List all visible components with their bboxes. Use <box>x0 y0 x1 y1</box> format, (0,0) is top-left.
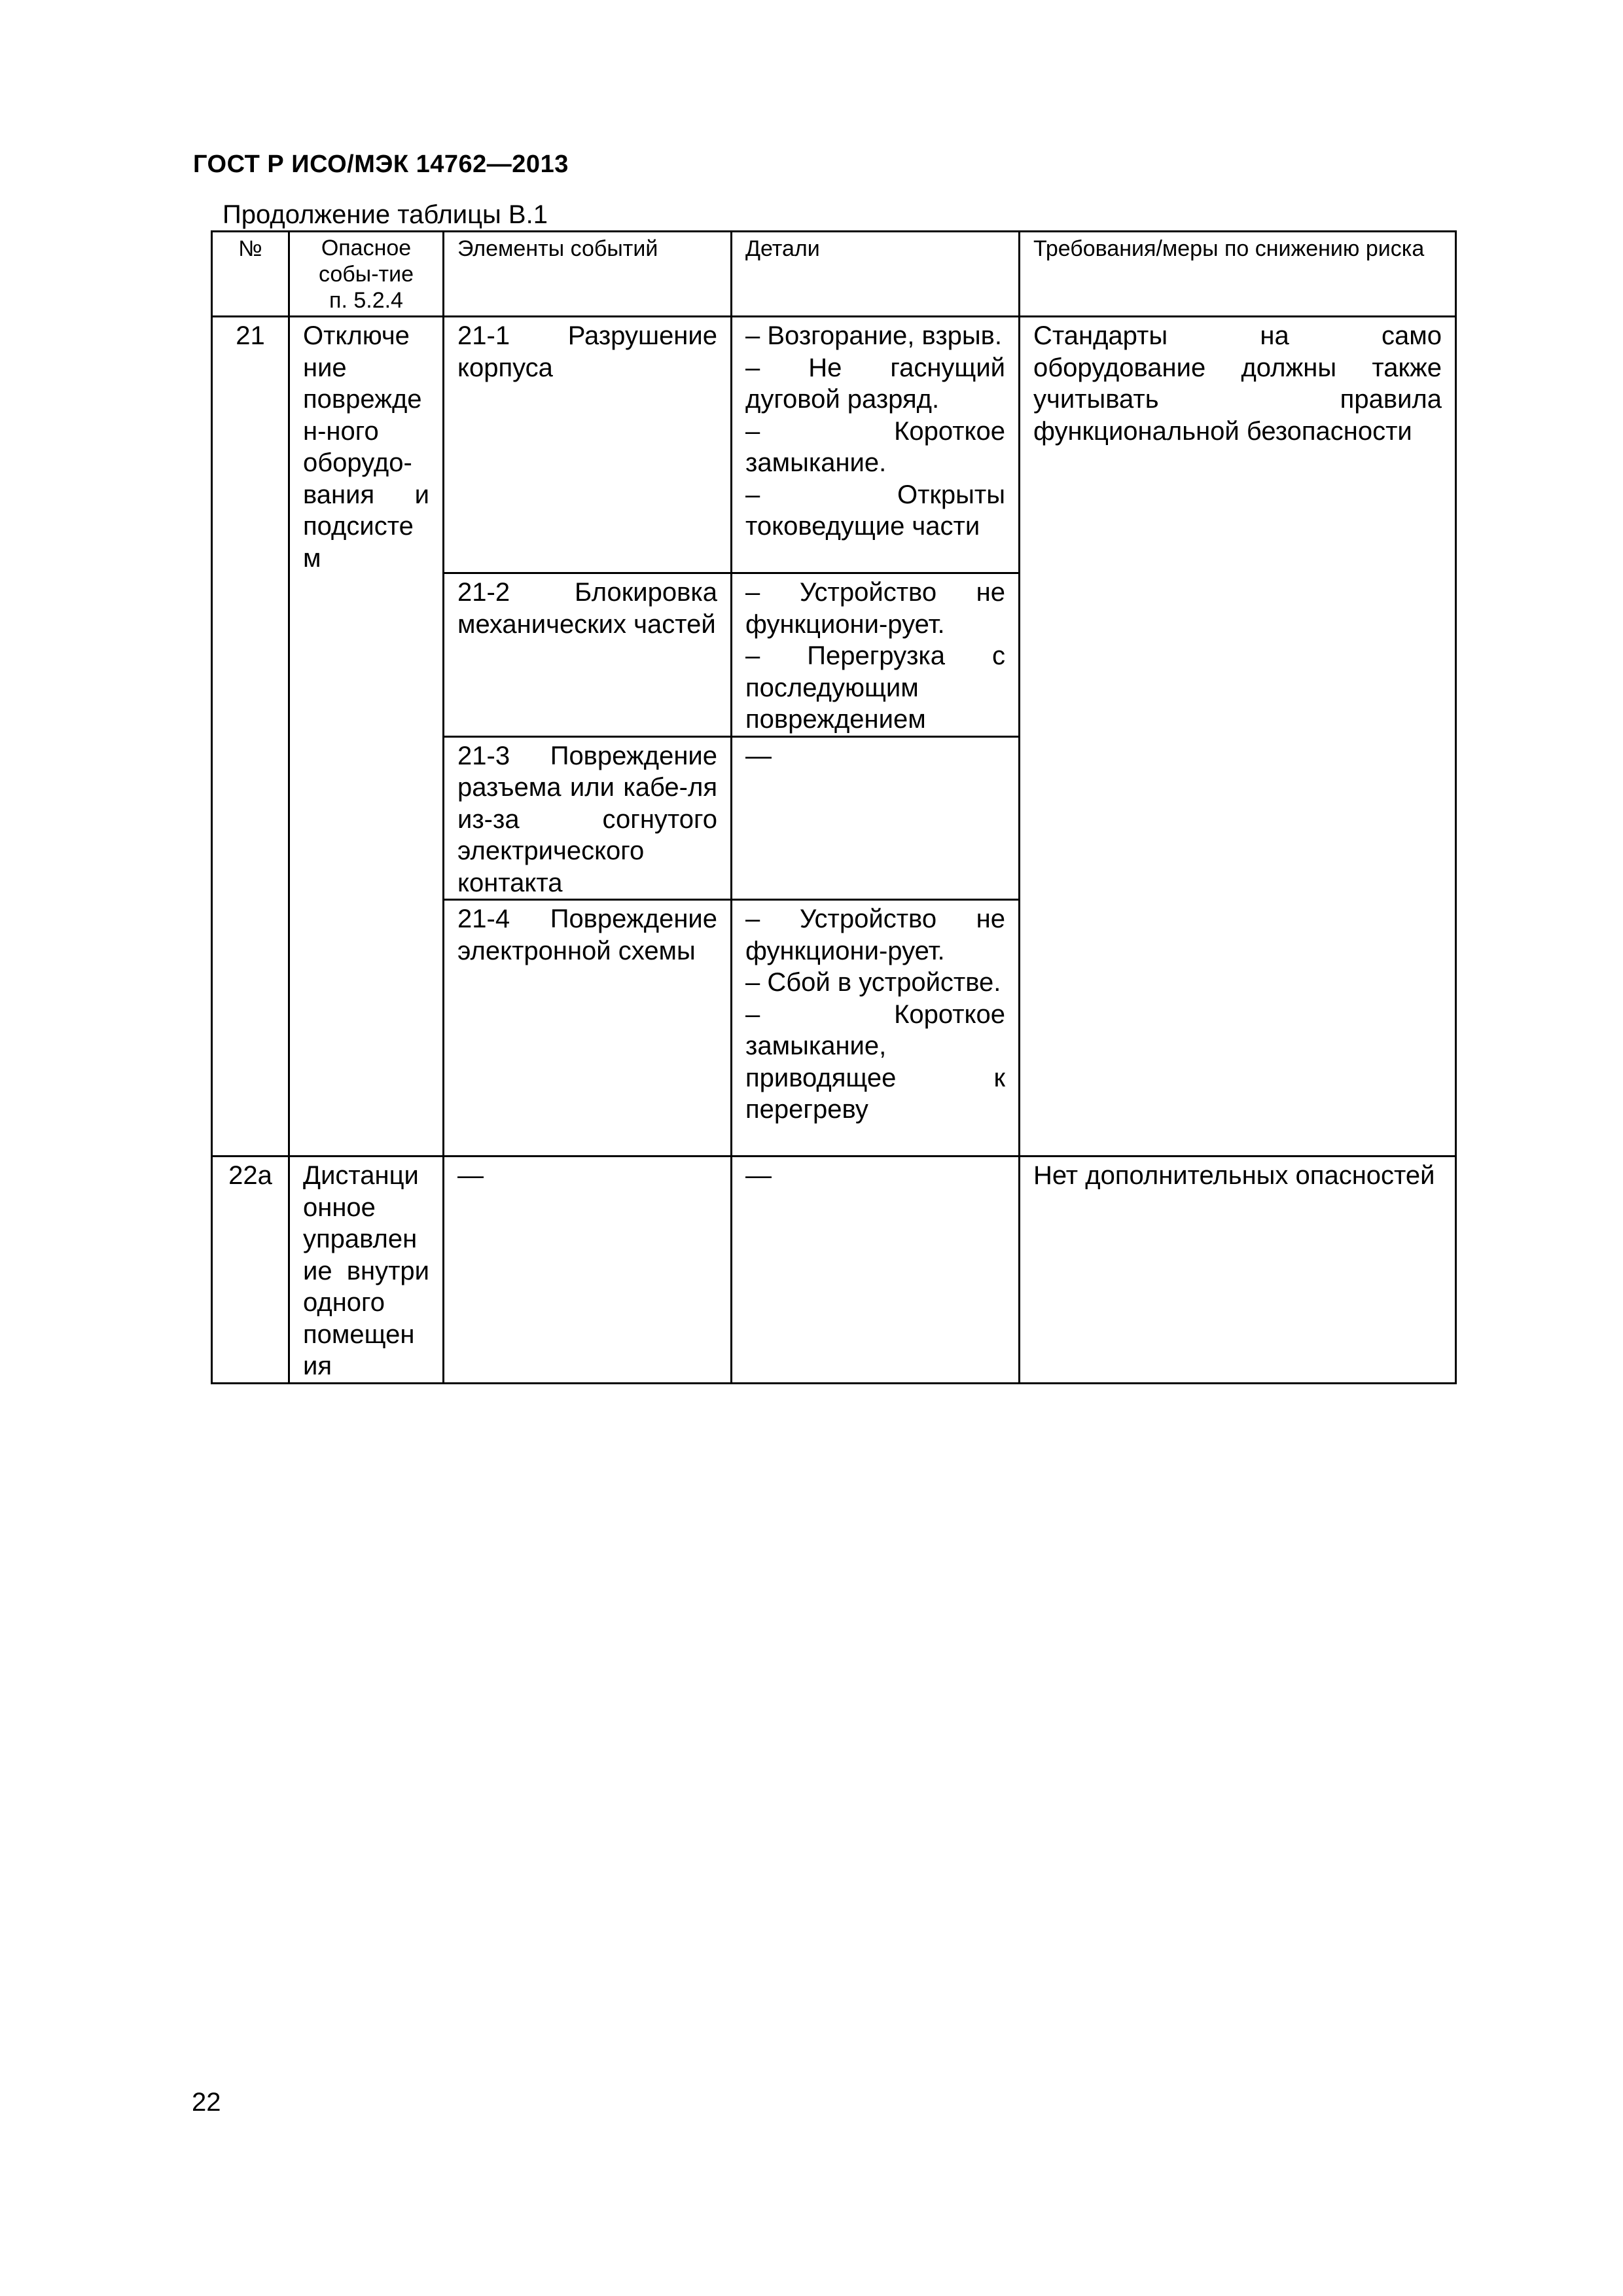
header-hazard-event-line2: собы-тие <box>319 262 414 287</box>
detail-item: – Короткое замыкание, приводящее к перегреву <box>745 999 1005 1124</box>
header-event-elements: Элементы событий <box>444 232 732 317</box>
event-element-21-4: 21-4 Повреждение электронной схемы <box>444 900 732 1157</box>
header-requirements: Требования/меры по снижению риска <box>1020 232 1456 317</box>
header-details: Детали <box>732 232 1020 317</box>
detail-item: — <box>745 741 772 770</box>
event-element-21-1: 21-1 Разрушение корпуса <box>444 317 732 573</box>
hazard-event-22a: Дистанци онное управлен ие внутри одного помещен ия <box>289 1157 444 1384</box>
header-hazard-event <box>289 232 444 317</box>
header-number: № <box>212 232 289 317</box>
details-21-2 <box>732 573 1020 737</box>
event-element-21-3: 21-3 Повреждение разъема или кабе-ля из-за согнутого электрического контакта <box>444 736 732 900</box>
detail-item: – Возгорание, взрыв. <box>745 321 1003 350</box>
hazard-event-21: Отключе ние поврежде н-ного оборудо-вания и подсисте м <box>289 317 444 1157</box>
requirements-22a: Нет дополнительных опасностей <box>1020 1157 1456 1384</box>
hazard-table <box>211 230 1457 1384</box>
details-21-4 <box>732 900 1020 1157</box>
details-22a: — <box>732 1157 1020 1384</box>
page-number: 22 <box>192 2088 221 2117</box>
detail-item: – Перегрузка с последующим повреждением <box>745 641 1005 734</box>
header-hazard-event-line3: п. 5.2.4 <box>329 288 403 313</box>
document-header: ГОСТ Р ИСО/МЭК 14762—2013 <box>193 151 569 178</box>
detail-item: – Устройство не функциони-рует. <box>745 578 1005 639</box>
detail-item: – Сбой в устройстве. <box>745 968 1001 997</box>
detail-item: – Устройство не функциони-рует. <box>745 905 1005 965</box>
table-caption: Продолжение таблицы В.1 <box>223 200 548 229</box>
detail-item: – Открыты токоведущие части <box>745 480 1005 541</box>
header-hazard-event-line1: Опасное <box>321 236 412 260</box>
details-21-1 <box>732 317 1020 573</box>
table-header-row <box>212 232 1456 317</box>
row-number-21: 21 <box>212 317 289 1157</box>
detail-item: – Короткое замыкание. <box>745 416 1005 477</box>
table-row <box>212 1157 1456 1384</box>
row-number-22a: 22а <box>212 1157 289 1384</box>
event-element-22a: — <box>444 1157 732 1384</box>
table-row <box>212 317 1456 573</box>
details-21-3 <box>732 736 1020 900</box>
requirements-21: Стандарты на само оборудование должны также учитывать правила функциональной безопасности <box>1020 317 1456 1157</box>
event-element-21-2: 21-2 Блокировка механических частей <box>444 573 732 737</box>
detail-item: – Не гаснущий дуговой разряд. <box>745 353 1005 414</box>
